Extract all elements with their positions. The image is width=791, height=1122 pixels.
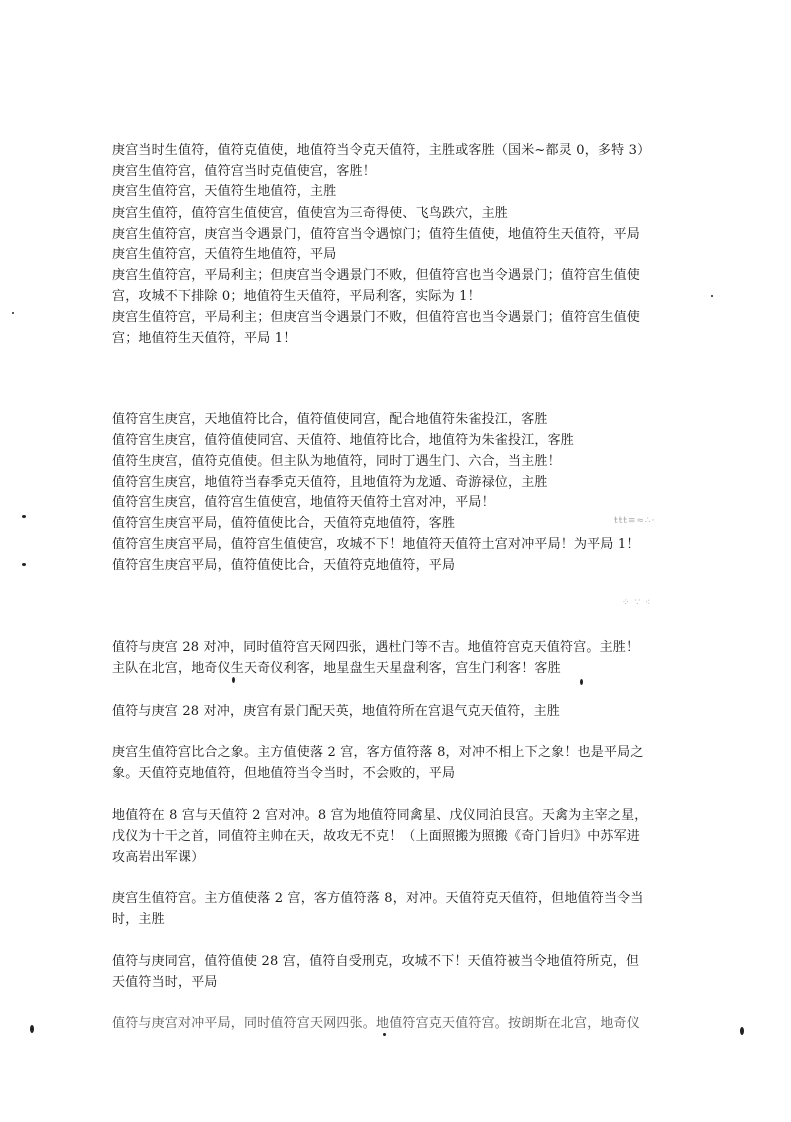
text-line: 庚宫生值符宫，庚宫当令遇景门，值符宫当令遇惊门；值符生值使，地值符生天值符，平局	[112, 227, 641, 242]
scan-speck	[12, 312, 14, 314]
text-line: 值符宫生庚宫平局，值符值使比合，天值符克地值符，客胜	[112, 516, 456, 531]
text-line: 戊仪为十干之首，同值符主帅在天，故攻无不克！（上面照搬为照搬《奇门旨归》中苏军进	[112, 829, 641, 844]
text-line: 庚宫生值符宫，天值符生地值符，平局	[112, 247, 337, 262]
scan-speck	[740, 1027, 744, 1035]
text-line: 庚宫生值符宫，天值符生地值符，主胜	[112, 184, 337, 199]
text-line: 天值符当时，平局	[112, 975, 218, 990]
scan-smudge: ŧŧŧ≡≈∴·	[614, 516, 656, 526]
scan-speck	[22, 563, 26, 566]
text-line: 值符与庚宫 28 对冲，庚宫有景门配天英，地值符所在宫退气克天值符，主胜	[112, 704, 561, 719]
text-line: 庚宫生值符宫。主方值使落 2 宫，客方值符落 8，对冲。天值符克天值符，但地值符当令当	[112, 891, 644, 906]
text-line: 时，主胜	[112, 912, 165, 927]
text-line: 值符与庚宫 28 对冲，同时值符宫天网四张，遇杜门等不吉。地值符宫克天值符宫。主胜！	[112, 640, 640, 655]
text-line: 庚宫生值符，值符宫生值使宫，值使宫为三奇得使、飞鸟跌穴，主胜	[112, 206, 509, 221]
scan-speck	[30, 1025, 34, 1033]
text-line: 庚宫生值符宫比合之象。主方值使落 2 宫，客方值符落 8，对冲不相上下之象！也是平局之	[112, 745, 644, 760]
text-line: 宫；地值符生天值符，平局 1！	[112, 331, 297, 346]
text-line: 值符宫生庚宫平局，值符宫生值使宫，攻城不下！地值符天值符土宫对冲平局！为平局 1！	[112, 537, 640, 552]
text-line: 值符宫生庚宫，天地值符比合，值符值使同宫，配合地值符朱雀投江，客胜	[112, 412, 548, 427]
text-line: 值符宫生庚宫，地值符当春季克天值符，且地值符为龙遁、奇游禄位，主胜	[112, 475, 548, 490]
scan-speck	[580, 679, 583, 685]
text-line: 庚宫生值符宫，平局利主；但庚宫当令遇景门不败，但值符宫也当令遇景门；值符宫生值使	[112, 310, 641, 325]
text-line: 宫，攻城不下排除 0；地值符生天值符，平局利客，实际为 1！	[112, 289, 481, 304]
text-line: 攻高岩出军课）	[112, 850, 205, 865]
scan-speck	[22, 515, 26, 518]
text-line: 值符宫生庚宫平局，值符值使比合，天值符克地值符，平局	[112, 558, 456, 573]
text-line: 值符宫生庚宫，值符值使同宫、天值符、地值符比合，地值符为朱雀投江，客胜	[112, 433, 575, 448]
text-line: 值符与庚同宫，值符值使 28 宫，值符自受刑克，攻城不下！天值符被当令地值符所克，但	[112, 954, 640, 969]
scan-speck	[383, 1033, 386, 1036]
text-line: 地值符在 8 宫与天值符 2 宫对冲。8 宫为地值符同禽星、戊仪同泊艮宫。天禽为主宰之星，	[112, 808, 648, 823]
scan-smudge: ⁘ ∵ ⁖	[622, 598, 652, 608]
scan-speck	[711, 295, 713, 297]
text-line: 主队在北宫，地奇仪生天奇仪利客，地星盘生天星盘利客，宫生门利客！客胜	[112, 661, 561, 676]
text-line: 象。天值符克地值符，但地值符当令当时，不会败的，平局	[112, 766, 456, 781]
scan-speck	[232, 677, 235, 683]
text-line: 庚宫当时生值符，值符克值使，地值符当令克天值符，主胜或客胜（国米~都灵 0，多特 3）	[112, 143, 651, 158]
text-line: 值符宫生庚宫，值符宫生值使宫，地值符天值符土宫对冲，平局！	[112, 495, 495, 510]
text-line: 值符生庚宫，值符克值使。但主队为地值符，同时丁遇生门、六合，当主胜！	[112, 454, 561, 469]
text-line: 庚宫生值符宫，平局利主；但庚宫当令遇景门不败，但值符宫也当令遇景门；值符宫生值使	[112, 268, 641, 283]
text-line: 值符与庚宫对冲平局，同时值符宫天网四张。地值符宫克天值符宫。按朗斯在北宫，地奇仪	[112, 1016, 641, 1031]
text-line: 庚宫生值符宫，值符宫当时克值使宫，客胜！	[112, 164, 377, 179]
